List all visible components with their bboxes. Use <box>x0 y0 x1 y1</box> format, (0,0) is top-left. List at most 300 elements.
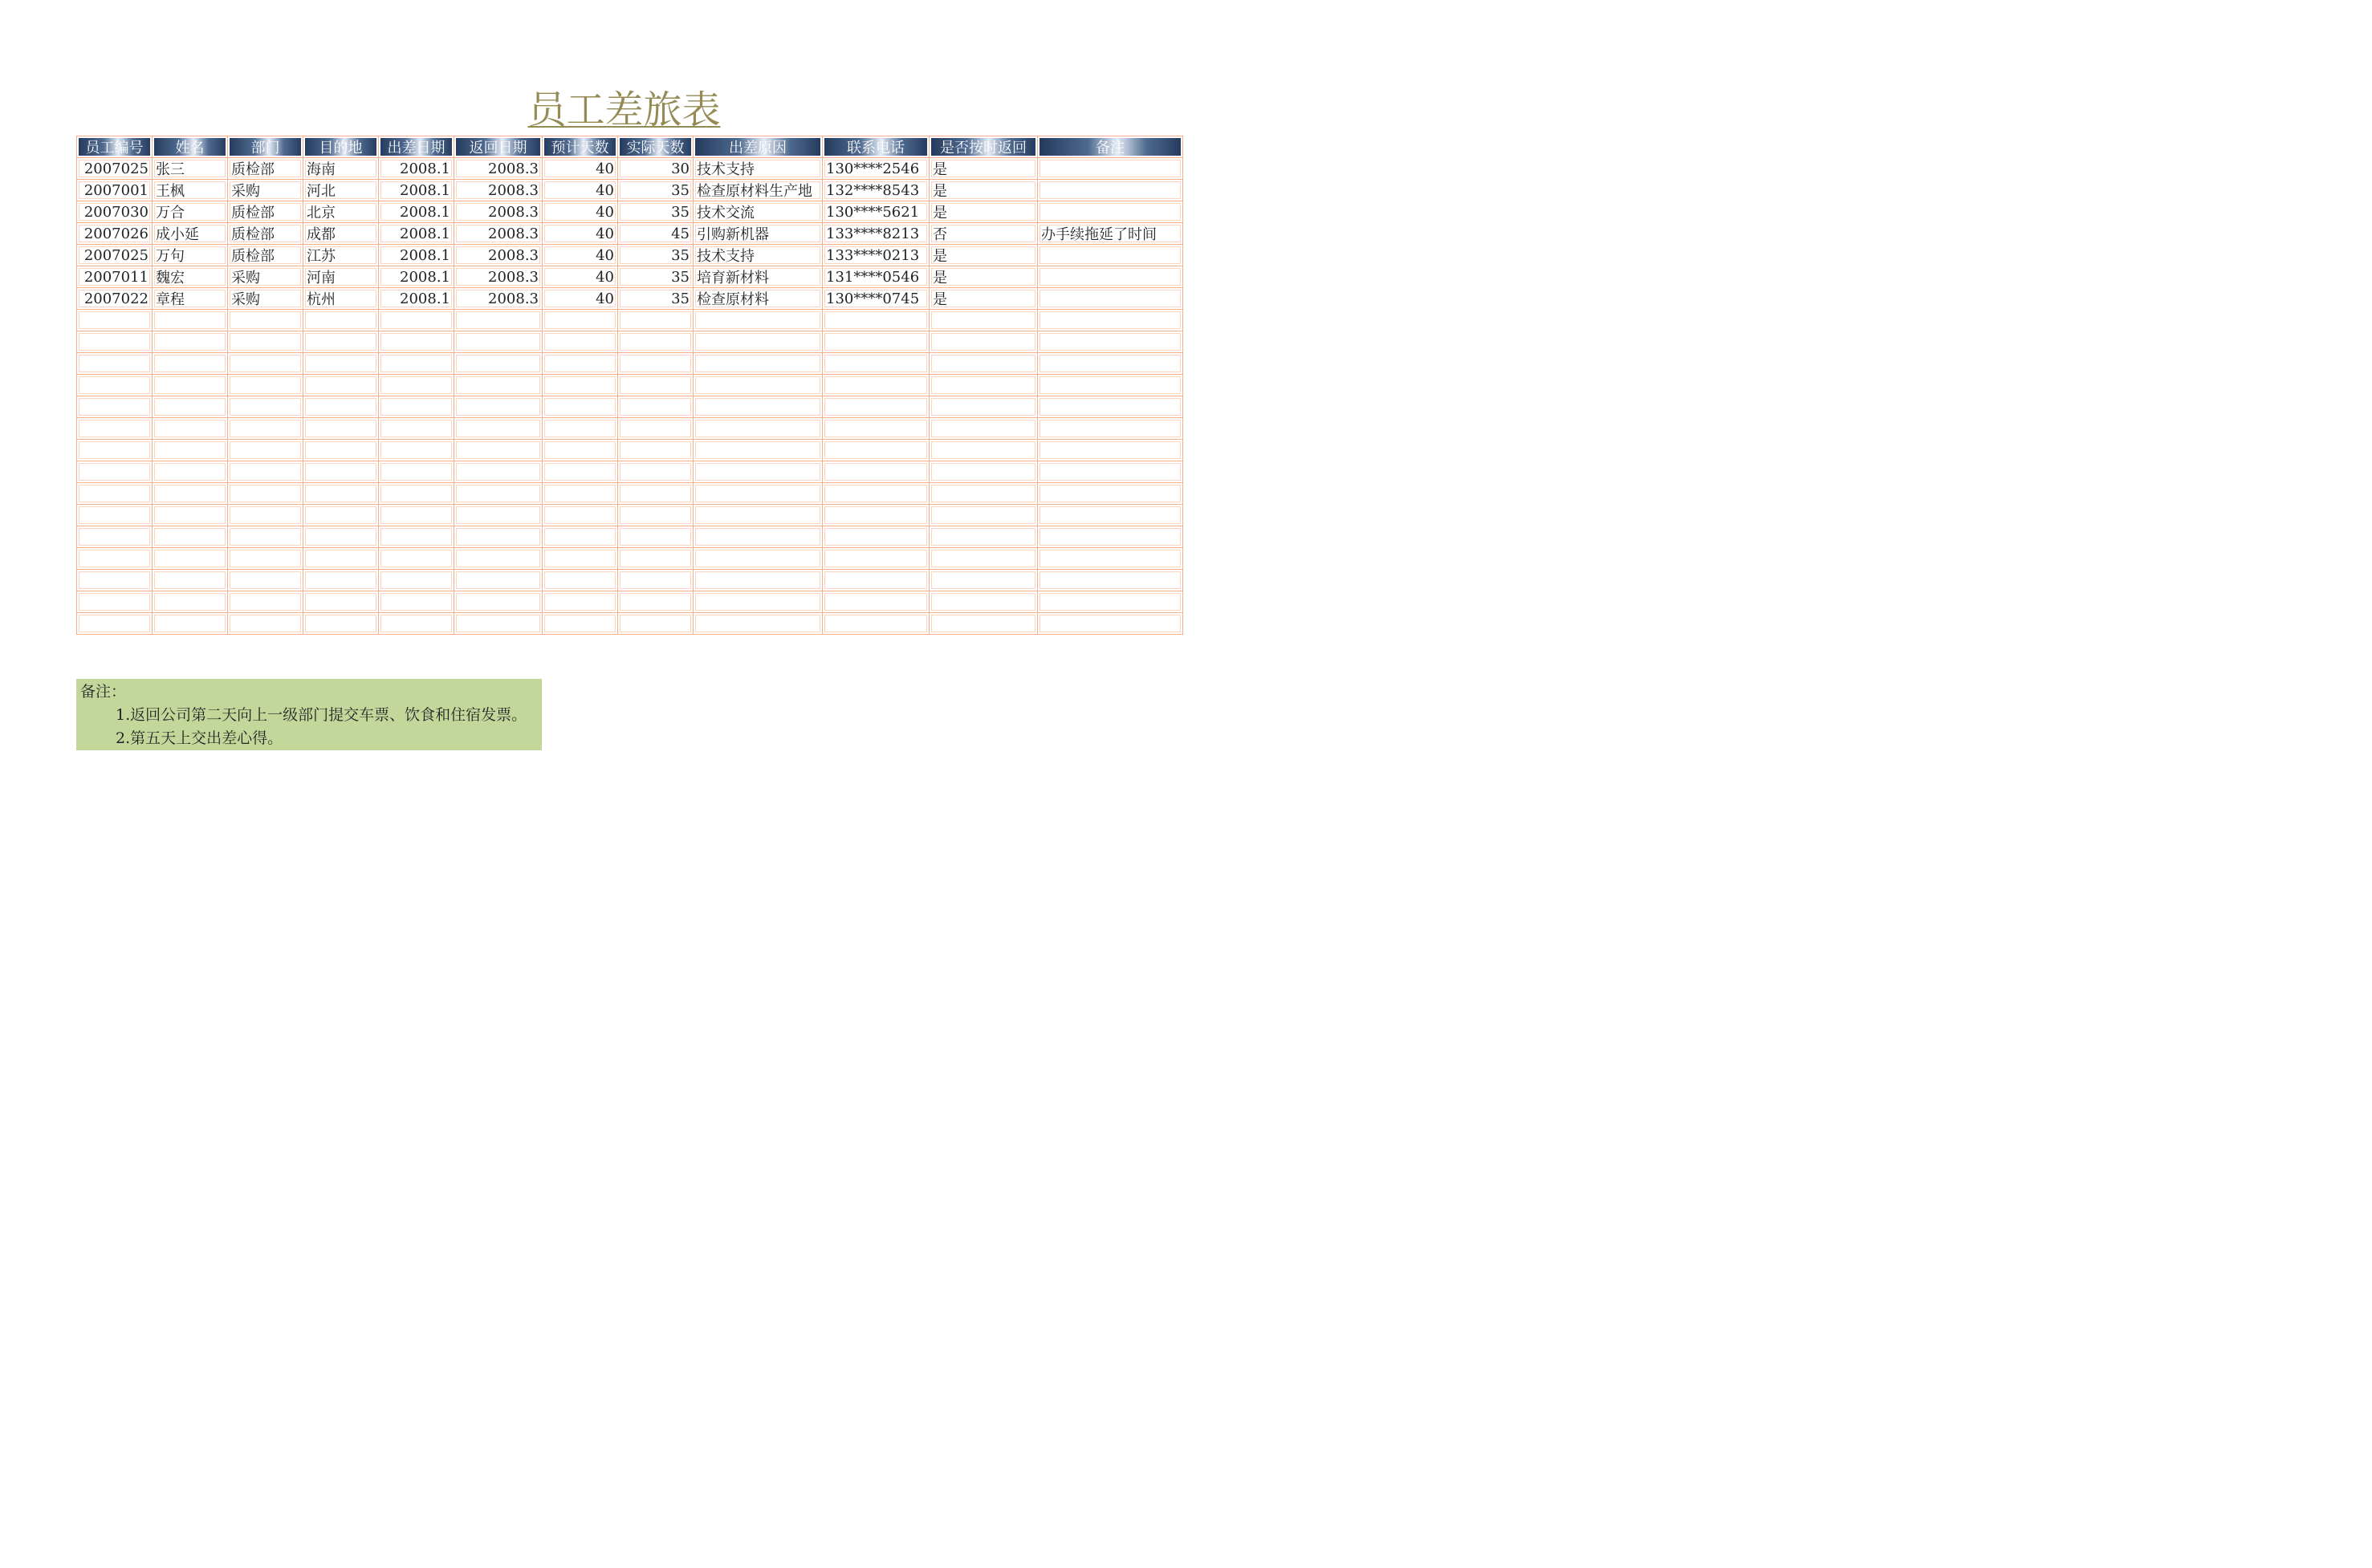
cell-department[interactable] <box>228 548 303 570</box>
cell-planned-days[interactable]: 40 <box>543 245 618 266</box>
cell-return-date[interactable]: 2008.3 <box>454 223 543 245</box>
cell-remarks[interactable] <box>1038 158 1183 180</box>
cell-phone[interactable] <box>823 440 930 461</box>
cell-employee-id[interactable] <box>77 526 153 548</box>
cell-planned-days[interactable] <box>543 331 618 353</box>
cell-name[interactable] <box>153 613 228 635</box>
cell-remarks[interactable] <box>1038 548 1183 570</box>
cell-return-date[interactable] <box>454 548 543 570</box>
cell-return-date[interactable] <box>454 526 543 548</box>
cell-on-time[interactable] <box>930 505 1038 526</box>
cell-reason[interactable] <box>694 396 823 418</box>
cell-destination[interactable] <box>303 591 379 613</box>
cell-phone[interactable] <box>823 353 930 375</box>
cell-actual-days[interactable] <box>618 483 694 505</box>
cell-actual-days[interactable] <box>618 440 694 461</box>
cell-planned-days[interactable] <box>543 440 618 461</box>
cell-department[interactable]: 采购 <box>228 288 303 310</box>
cell-name[interactable]: 张三 <box>153 158 228 180</box>
cell-reason[interactable]: 技术交流 <box>694 201 823 223</box>
cell-return-date[interactable] <box>454 505 543 526</box>
cell-employee-id[interactable] <box>77 591 153 613</box>
cell-employee-id[interactable] <box>77 440 153 461</box>
cell-return-date[interactable] <box>454 396 543 418</box>
cell-return-date[interactable]: 2008.3 <box>454 201 543 223</box>
cell-destination[interactable] <box>303 440 379 461</box>
cell-planned-days[interactable]: 40 <box>543 223 618 245</box>
cell-on-time[interactable] <box>930 526 1038 548</box>
cell-reason[interactable] <box>694 613 823 635</box>
cell-return-date[interactable] <box>454 591 543 613</box>
cell-return-date[interactable]: 2008.3 <box>454 288 543 310</box>
cell-destination[interactable] <box>303 418 379 440</box>
notes-item-2: 2.第五天上交出差心得。 <box>116 729 283 747</box>
cell-phone[interactable]: 131****0546 <box>823 266 930 288</box>
cell-actual-days[interactable]: 35 <box>618 201 694 223</box>
cell-name[interactable]: 万合 <box>153 201 228 223</box>
cell-department[interactable] <box>228 505 303 526</box>
cell-remarks[interactable] <box>1038 331 1183 353</box>
header-return-date[interactable]: 返回日期 <box>454 136 543 158</box>
cell-actual-days[interactable] <box>618 375 694 396</box>
cell-department[interactable] <box>228 613 303 635</box>
cell-remarks[interactable] <box>1038 570 1183 591</box>
cell-actual-days[interactable] <box>618 505 694 526</box>
cell-reason[interactable]: 技术支持 <box>694 158 823 180</box>
cell-actual-days[interactable] <box>618 591 694 613</box>
cell-destination[interactable] <box>303 461 379 483</box>
cell-on-time[interactable] <box>930 613 1038 635</box>
cell-return-date[interactable] <box>454 570 543 591</box>
cell-employee-id[interactable] <box>77 613 153 635</box>
cell-departure-date[interactable] <box>379 591 454 613</box>
cell-remarks[interactable] <box>1038 201 1183 223</box>
cell-name[interactable] <box>153 440 228 461</box>
cell-planned-days[interactable] <box>543 375 618 396</box>
cell-destination[interactable] <box>303 375 379 396</box>
cell-employee-id[interactable] <box>77 570 153 591</box>
cell-on-time[interactable]: 是 <box>930 180 1038 201</box>
cell-destination[interactable] <box>303 505 379 526</box>
cell-employee-id[interactable] <box>77 375 153 396</box>
cell-actual-days[interactable]: 35 <box>618 245 694 266</box>
cell-name[interactable] <box>153 331 228 353</box>
cell-destination[interactable]: 河北 <box>303 180 379 201</box>
cell-on-time[interactable] <box>930 570 1038 591</box>
cell-employee-id[interactable]: 2007025 <box>77 245 153 266</box>
cell-phone[interactable]: 130****5621 <box>823 201 930 223</box>
cell-destination[interactable] <box>303 483 379 505</box>
cell-name[interactable]: 成小延 <box>153 223 228 245</box>
cell-phone[interactable] <box>823 613 930 635</box>
cell-name[interactable] <box>153 418 228 440</box>
cell-reason[interactable] <box>694 440 823 461</box>
cell-departure-date[interactable] <box>379 570 454 591</box>
cell-name[interactable] <box>153 396 228 418</box>
cell-employee-id[interactable]: 2007022 <box>77 288 153 310</box>
cell-on-time[interactable] <box>930 461 1038 483</box>
cell-destination[interactable]: 海南 <box>303 158 379 180</box>
cell-phone[interactable] <box>823 310 930 331</box>
cell-employee-id[interactable] <box>77 548 153 570</box>
table-row <box>77 158 1183 180</box>
cell-departure-date[interactable] <box>379 375 454 396</box>
cell-remarks[interactable] <box>1038 440 1183 461</box>
cell-actual-days[interactable]: 35 <box>618 180 694 201</box>
cell-on-time[interactable] <box>930 483 1038 505</box>
cell-department[interactable]: 采购 <box>228 180 303 201</box>
cell-department[interactable] <box>228 310 303 331</box>
cell-remarks[interactable] <box>1038 353 1183 375</box>
table-row <box>77 180 1183 201</box>
cell-departure-date[interactable] <box>379 418 454 440</box>
cell-department[interactable] <box>228 331 303 353</box>
cell-on-time[interactable]: 否 <box>930 223 1038 245</box>
cell-actual-days[interactable]: 30 <box>618 158 694 180</box>
cell-remarks[interactable] <box>1038 245 1183 266</box>
cell-remarks[interactable] <box>1038 310 1183 331</box>
table-row <box>77 245 1183 266</box>
cell-planned-days[interactable] <box>543 461 618 483</box>
cell-planned-days[interactable]: 40 <box>543 158 618 180</box>
cell-planned-days[interactable] <box>543 526 618 548</box>
cell-remarks[interactable] <box>1038 180 1183 201</box>
cell-name[interactable]: 魏宏 <box>153 266 228 288</box>
table-row <box>77 201 1183 223</box>
cell-reason[interactable] <box>694 548 823 570</box>
header-destination[interactable]: 目的地 <box>303 136 379 158</box>
cell-actual-days[interactable] <box>618 613 694 635</box>
cell-on-time[interactable]: 是 <box>930 245 1038 266</box>
cell-name[interactable] <box>153 591 228 613</box>
cell-planned-days[interactable]: 40 <box>543 180 618 201</box>
cell-phone[interactable]: 130****2546 <box>823 158 930 180</box>
cell-planned-days[interactable] <box>543 396 618 418</box>
cell-phone[interactable]: 133****0213 <box>823 245 930 266</box>
cell-department[interactable] <box>228 570 303 591</box>
cell-departure-date[interactable]: 2008.1 <box>379 245 454 266</box>
cell-destination[interactable] <box>303 526 379 548</box>
header-actual-days[interactable]: 实际天数 <box>618 136 694 158</box>
cell-actual-days[interactable] <box>618 396 694 418</box>
cell-phone[interactable]: 133****8213 <box>823 223 930 245</box>
cell-reason[interactable]: 检查原材料生产地 <box>694 180 823 201</box>
cell-return-date[interactable] <box>454 310 543 331</box>
cell-departure-date[interactable] <box>379 440 454 461</box>
cell-on-time[interactable] <box>930 310 1038 331</box>
table-row <box>77 548 1183 570</box>
cell-employee-id[interactable] <box>77 461 153 483</box>
table-row <box>77 331 1183 353</box>
travel-table <box>76 136 1183 635</box>
cell-reason[interactable]: 引购新机器 <box>694 223 823 245</box>
header-row <box>77 136 1183 158</box>
cell-actual-days[interactable] <box>618 331 694 353</box>
cell-department[interactable] <box>228 440 303 461</box>
cell-return-date[interactable] <box>454 440 543 461</box>
cell-return-date[interactable] <box>454 461 543 483</box>
cell-actual-days[interactable]: 35 <box>618 266 694 288</box>
cell-destination[interactable]: 杭州 <box>303 288 379 310</box>
cell-actual-days[interactable]: 35 <box>618 288 694 310</box>
cell-destination[interactable] <box>303 331 379 353</box>
cell-departure-date[interactable]: 2008.1 <box>379 180 454 201</box>
cell-actual-days[interactable] <box>618 461 694 483</box>
cell-phone[interactable]: 130****0745 <box>823 288 930 310</box>
cell-return-date[interactable] <box>454 353 543 375</box>
cell-destination[interactable]: 北京 <box>303 201 379 223</box>
cell-remarks[interactable] <box>1038 396 1183 418</box>
cell-reason[interactable] <box>694 483 823 505</box>
page-title: 员工差旅表 <box>527 87 721 132</box>
cell-remarks[interactable] <box>1038 375 1183 396</box>
cell-departure-date[interactable] <box>379 461 454 483</box>
cell-employee-id[interactable] <box>77 310 153 331</box>
cell-remarks[interactable] <box>1038 483 1183 505</box>
cell-departure-date[interactable]: 2008.1 <box>379 266 454 288</box>
cell-planned-days[interactable] <box>543 570 618 591</box>
cell-department[interactable]: 采购 <box>228 266 303 288</box>
cell-destination[interactable] <box>303 353 379 375</box>
header-on-time[interactable]: 是否按时返回 <box>930 136 1038 158</box>
cell-return-date[interactable] <box>454 613 543 635</box>
cell-on-time[interactable]: 是 <box>930 288 1038 310</box>
cell-department[interactable]: 质检部 <box>228 223 303 245</box>
cell-planned-days[interactable] <box>543 505 618 526</box>
cell-employee-id[interactable] <box>77 331 153 353</box>
cell-departure-date[interactable] <box>379 331 454 353</box>
cell-departure-date[interactable]: 2008.1 <box>379 223 454 245</box>
cell-department[interactable]: 质检部 <box>228 201 303 223</box>
cell-planned-days[interactable] <box>543 591 618 613</box>
cell-departure-date[interactable] <box>379 353 454 375</box>
cell-departure-date[interactable] <box>379 613 454 635</box>
cell-department[interactable] <box>228 375 303 396</box>
cell-planned-days[interactable] <box>543 548 618 570</box>
cell-remarks[interactable] <box>1038 461 1183 483</box>
cell-departure-date[interactable] <box>379 526 454 548</box>
cell-departure-date[interactable] <box>379 548 454 570</box>
cell-employee-id[interactable] <box>77 396 153 418</box>
table-row <box>77 310 1183 331</box>
cell-remarks[interactable] <box>1038 591 1183 613</box>
table-row <box>77 570 1183 591</box>
cell-name[interactable] <box>153 353 228 375</box>
table-row <box>77 591 1183 613</box>
cell-department[interactable] <box>228 461 303 483</box>
header-phone[interactable]: 联系电话 <box>823 136 930 158</box>
cell-remarks[interactable] <box>1038 526 1183 548</box>
cell-return-date[interactable] <box>454 331 543 353</box>
cell-employee-id[interactable]: 2007025 <box>77 158 153 180</box>
cell-department[interactable]: 质检部 <box>228 158 303 180</box>
cell-department[interactable] <box>228 526 303 548</box>
cell-remarks[interactable]: 办手续拖延了时间 <box>1038 223 1183 245</box>
cell-phone[interactable] <box>823 483 930 505</box>
cell-destination[interactable] <box>303 396 379 418</box>
cell-remarks[interactable] <box>1038 418 1183 440</box>
cell-destination[interactable]: 成都 <box>303 223 379 245</box>
cell-phone[interactable] <box>823 418 930 440</box>
cell-employee-id[interactable]: 2007011 <box>77 266 153 288</box>
cell-destination[interactable]: 江苏 <box>303 245 379 266</box>
cell-phone[interactable] <box>823 505 930 526</box>
cell-planned-days[interactable] <box>543 418 618 440</box>
cell-departure-date[interactable] <box>379 310 454 331</box>
cell-department[interactable] <box>228 353 303 375</box>
cell-reason[interactable] <box>694 570 823 591</box>
cell-return-date[interactable]: 2008.3 <box>454 180 543 201</box>
cell-return-date[interactable]: 2008.3 <box>454 266 543 288</box>
cell-phone[interactable] <box>823 548 930 570</box>
cell-department[interactable]: 质检部 <box>228 245 303 266</box>
cell-name[interactable] <box>153 483 228 505</box>
cell-on-time[interactable] <box>930 331 1038 353</box>
cell-phone[interactable] <box>823 331 930 353</box>
table-row <box>77 461 1183 483</box>
cell-phone[interactable] <box>823 396 930 418</box>
cell-remarks[interactable] <box>1038 505 1183 526</box>
cell-destination[interactable] <box>303 570 379 591</box>
cell-phone[interactable] <box>823 570 930 591</box>
cell-on-time[interactable] <box>930 418 1038 440</box>
table-row <box>77 483 1183 505</box>
header-department[interactable]: 部门 <box>228 136 303 158</box>
cell-reason[interactable] <box>694 461 823 483</box>
cell-departure-date[interactable] <box>379 505 454 526</box>
table-row <box>77 375 1183 396</box>
cell-name[interactable]: 章程 <box>153 288 228 310</box>
cell-actual-days[interactable] <box>618 310 694 331</box>
cell-destination[interactable]: 河南 <box>303 266 379 288</box>
cell-planned-days[interactable] <box>543 353 618 375</box>
cell-name[interactable] <box>153 505 228 526</box>
cell-employee-id[interactable] <box>77 353 153 375</box>
cell-name[interactable] <box>153 570 228 591</box>
cell-departure-date[interactable]: 2008.1 <box>379 158 454 180</box>
cell-return-date[interactable]: 2008.3 <box>454 245 543 266</box>
cell-reason[interactable] <box>694 331 823 353</box>
header-remarks[interactable]: 备注 <box>1038 136 1183 158</box>
table-body <box>77 158 1183 635</box>
cell-reason[interactable] <box>694 418 823 440</box>
cell-destination[interactable] <box>303 310 379 331</box>
cell-phone[interactable] <box>823 461 930 483</box>
cell-on-time[interactable] <box>930 396 1038 418</box>
cell-name[interactable] <box>153 310 228 331</box>
cell-employee-id[interactable] <box>77 418 153 440</box>
cell-employee-id[interactable]: 2007026 <box>77 223 153 245</box>
table-row <box>77 440 1183 461</box>
cell-return-date[interactable] <box>454 418 543 440</box>
table-row <box>77 223 1183 245</box>
cell-departure-date[interactable]: 2008.1 <box>379 288 454 310</box>
header-planned-days[interactable]: 预计天数 <box>543 136 618 158</box>
cell-return-date[interactable] <box>454 375 543 396</box>
cell-phone[interactable] <box>823 591 930 613</box>
cell-name[interactable]: 王枫 <box>153 180 228 201</box>
cell-planned-days[interactable] <box>543 613 618 635</box>
cell-employee-id[interactable]: 2007001 <box>77 180 153 201</box>
header-departure-date[interactable]: 出差日期 <box>379 136 454 158</box>
cell-phone[interactable]: 132****8543 <box>823 180 930 201</box>
cell-reason[interactable] <box>694 310 823 331</box>
cell-name[interactable] <box>153 526 228 548</box>
cell-name[interactable] <box>153 548 228 570</box>
cell-name[interactable] <box>153 461 228 483</box>
cell-departure-date[interactable] <box>379 483 454 505</box>
cell-on-time[interactable] <box>930 375 1038 396</box>
cell-reason[interactable] <box>694 375 823 396</box>
cell-reason[interactable]: 检查原材料 <box>694 288 823 310</box>
cell-destination[interactable] <box>303 548 379 570</box>
cell-name[interactable] <box>153 375 228 396</box>
cell-on-time[interactable] <box>930 548 1038 570</box>
cell-department[interactable] <box>228 591 303 613</box>
notes-heading: 备注： <box>80 683 127 701</box>
cell-planned-days[interactable] <box>543 483 618 505</box>
cell-on-time[interactable]: 是 <box>930 266 1038 288</box>
cell-department[interactable] <box>228 483 303 505</box>
table-row <box>77 266 1183 288</box>
cell-destination[interactable] <box>303 613 379 635</box>
cell-reason[interactable] <box>694 353 823 375</box>
cell-return-date[interactable] <box>454 483 543 505</box>
cell-phone[interactable] <box>823 526 930 548</box>
cell-return-date[interactable]: 2008.3 <box>454 158 543 180</box>
cell-reason[interactable] <box>694 505 823 526</box>
cell-remarks[interactable] <box>1038 266 1183 288</box>
cell-reason[interactable]: 技术支持 <box>694 245 823 266</box>
table-row <box>77 288 1183 310</box>
cell-departure-date[interactable]: 2008.1 <box>379 201 454 223</box>
cell-employee-id[interactable] <box>77 505 153 526</box>
cell-remarks[interactable] <box>1038 288 1183 310</box>
cell-on-time[interactable] <box>930 591 1038 613</box>
cell-department[interactable] <box>228 396 303 418</box>
header-name[interactable]: 姓名 <box>153 136 228 158</box>
cell-name[interactable]: 万句 <box>153 245 228 266</box>
cell-planned-days[interactable] <box>543 310 618 331</box>
cell-planned-days[interactable]: 40 <box>543 288 618 310</box>
cell-actual-days[interactable] <box>618 526 694 548</box>
header-reason[interactable]: 出差原因 <box>694 136 823 158</box>
cell-on-time[interactable] <box>930 353 1038 375</box>
cell-reason[interactable]: 培育新材料 <box>694 266 823 288</box>
cell-reason[interactable] <box>694 591 823 613</box>
cell-remarks[interactable] <box>1038 613 1183 635</box>
cell-planned-days[interactable]: 40 <box>543 266 618 288</box>
cell-planned-days[interactable]: 40 <box>543 201 618 223</box>
cell-on-time[interactable]: 是 <box>930 201 1038 223</box>
cell-on-time[interactable] <box>930 440 1038 461</box>
cell-actual-days[interactable] <box>618 548 694 570</box>
cell-on-time[interactable]: 是 <box>930 158 1038 180</box>
cell-actual-days[interactable] <box>618 353 694 375</box>
cell-employee-id[interactable]: 2007030 <box>77 201 153 223</box>
header-employee-id[interactable]: 员工编号 <box>77 136 153 158</box>
table-row <box>77 396 1183 418</box>
cell-actual-days[interactable] <box>618 570 694 591</box>
table-row <box>77 613 1183 635</box>
cell-phone[interactable] <box>823 375 930 396</box>
cell-employee-id[interactable] <box>77 483 153 505</box>
cell-actual-days[interactable]: 45 <box>618 223 694 245</box>
cell-department[interactable] <box>228 418 303 440</box>
cell-actual-days[interactable] <box>618 418 694 440</box>
cell-departure-date[interactable] <box>379 396 454 418</box>
cell-reason[interactable] <box>694 526 823 548</box>
